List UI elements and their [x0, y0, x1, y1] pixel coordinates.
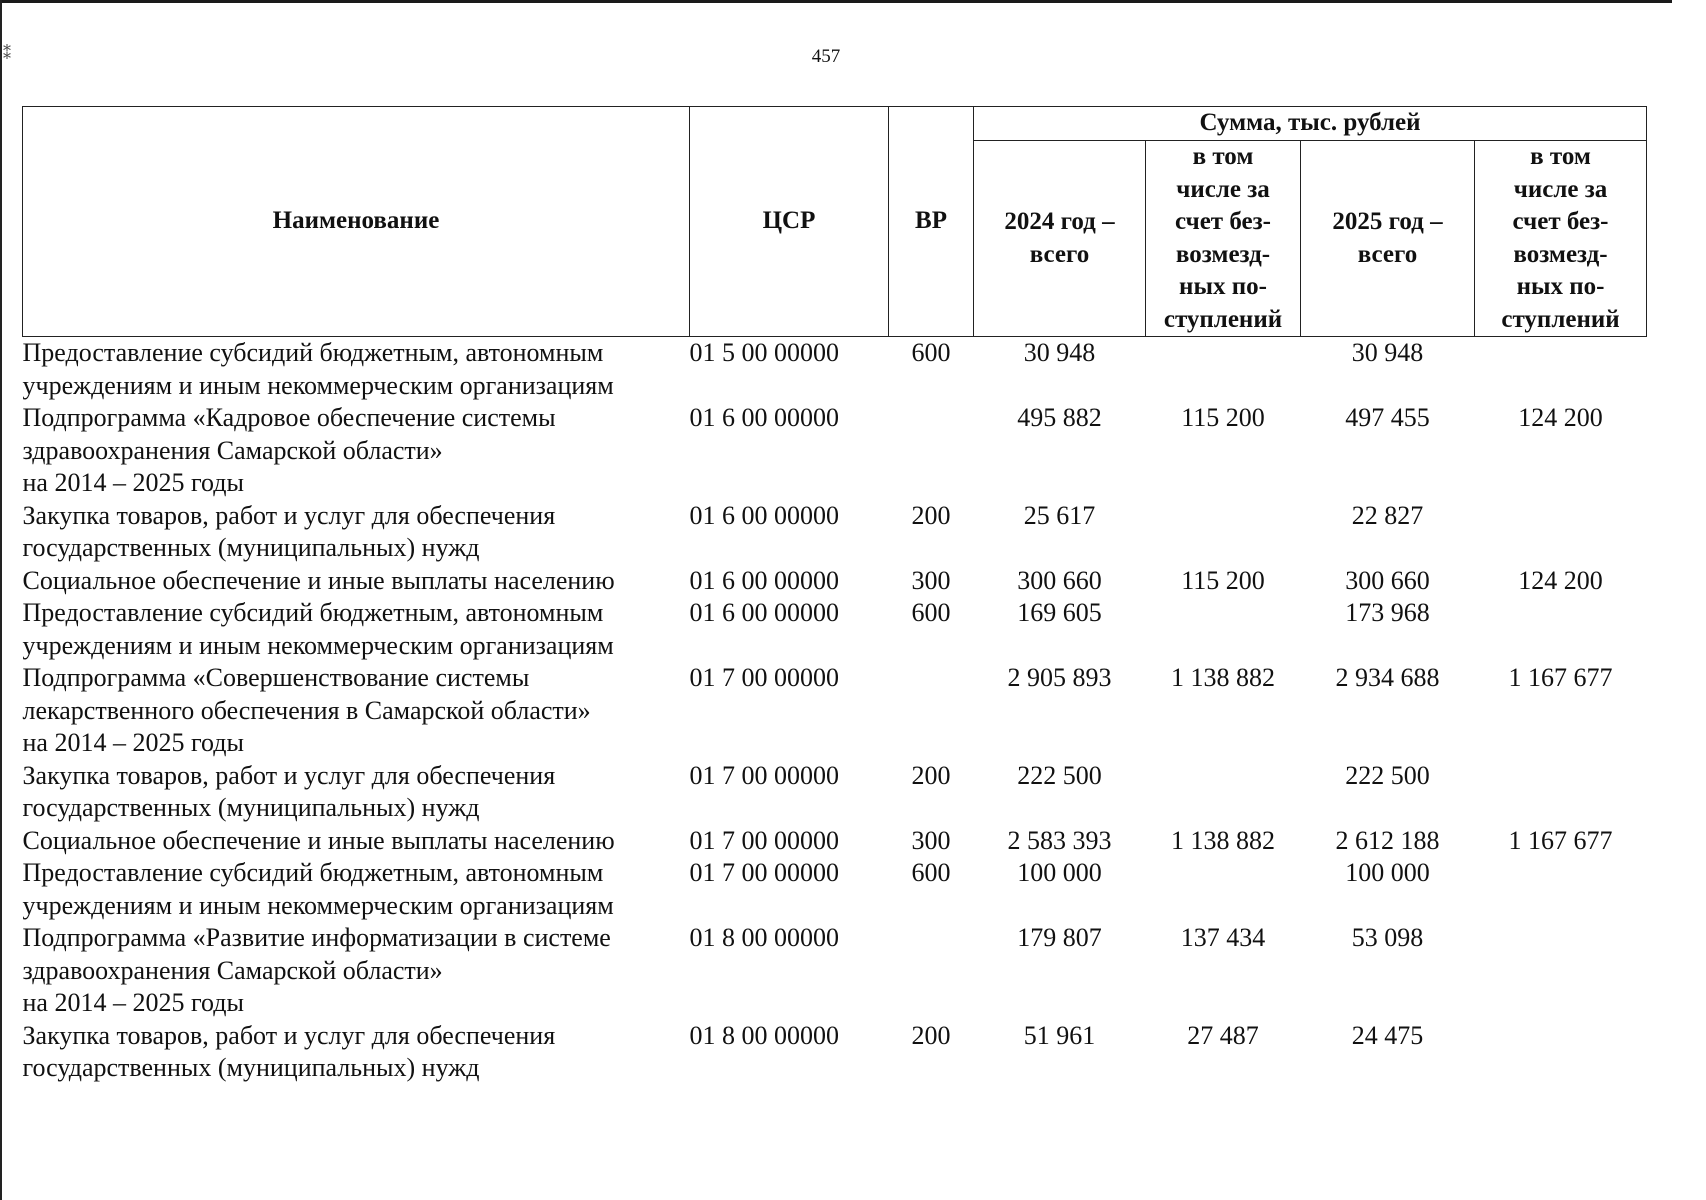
- row-name-line: Закупка товаров, работ и услуг для обеспечения: [22, 1020, 556, 1050]
- row-2024-gratis: [1146, 500, 1301, 565]
- table-row: [23, 565, 1647, 598]
- row-name-line: Подпрограмма «Развитие информатизации в системе: [22, 923, 611, 952]
- table-header: [23, 107, 1647, 337]
- row-vr: 300: [911, 825, 951, 855]
- row-name: [23, 857, 690, 922]
- row-name-line: Подпрограмма «Совершенствование системы: [22, 663, 530, 692]
- row-vr: [889, 402, 974, 500]
- row-csr: 01 5 00 00000: [689, 338, 839, 367]
- row-csr: 01 8 00 00000: [689, 1020, 839, 1050]
- row-vr: [889, 922, 974, 1020]
- row-name: [23, 760, 690, 825]
- header-2025-total: 2025 год – всего: [1301, 141, 1475, 337]
- header-csr: ЦСР: [690, 107, 889, 337]
- row-csr: 01 7 00 00000: [689, 858, 839, 887]
- row-name-line: Предоставление субсидий бюджетным, автономным: [22, 598, 604, 627]
- row-vr: 200: [911, 760, 951, 790]
- row-2025-total: 22 827: [1351, 500, 1424, 530]
- header-name: Наименование: [23, 107, 690, 337]
- row-2025-gratis: [1475, 857, 1647, 922]
- row-name: [23, 500, 690, 565]
- row-name-line: на 2014 – 2025 годы: [22, 728, 244, 757]
- row-name-line: лекарственного обеспечения в Самарской области»: [22, 695, 591, 725]
- row-2024-gratis: 137 434: [1180, 923, 1266, 952]
- row-2024-gratis: 1 138 882: [1171, 663, 1275, 692]
- row-name: [23, 597, 690, 662]
- row-2024-gratis: [1146, 857, 1301, 922]
- row-vr: 600: [911, 338, 951, 367]
- row-2024-total: 300 660: [1017, 565, 1102, 595]
- row-2025-total: 497 455: [1345, 403, 1430, 432]
- budget-table: [22, 106, 1647, 1085]
- row-2025-gratis: 124 200: [1518, 403, 1603, 432]
- row-2025-total: 30 948: [1351, 338, 1424, 367]
- page-number: 457: [811, 46, 841, 67]
- row-name: [23, 1020, 690, 1085]
- table-row: [23, 337, 1647, 403]
- row-name-line: Социальное обеспечение и иные выплаты населению: [22, 565, 615, 595]
- row-name: [23, 825, 690, 858]
- row-csr: 01 6 00 00000: [689, 598, 839, 627]
- row-2024-total: 169 605: [1017, 598, 1102, 627]
- row-2025-gratis: [1475, 597, 1647, 662]
- row-2025-total: 24 475: [1351, 1020, 1424, 1050]
- scan-artifact-mark: ⁑: [3, 46, 11, 63]
- row-vr: 200: [911, 1020, 951, 1050]
- row-2024-gratis: [1146, 597, 1301, 662]
- row-name: [23, 565, 690, 598]
- row-2025-total: 53 098: [1351, 923, 1424, 952]
- row-2024-total: 495 882: [1017, 403, 1102, 432]
- header-2024-total: 2024 год – всего: [974, 141, 1146, 337]
- row-2025-gratis: 124 200: [1518, 565, 1603, 595]
- row-name-line: Предоставление субсидий бюджетным, автономным: [22, 338, 604, 367]
- row-vr: 300: [911, 565, 951, 595]
- table-row: [23, 922, 1647, 1020]
- row-2025-gratis: [1475, 1020, 1647, 1085]
- row-2024-total: 51 961: [1023, 1020, 1096, 1050]
- row-2024-total: 179 807: [1017, 923, 1102, 952]
- row-2024-gratis: 1 138 882: [1171, 825, 1275, 855]
- row-2024-gratis: [1146, 337, 1301, 403]
- row-2024-total: 222 500: [1017, 760, 1102, 790]
- row-vr: 200: [911, 500, 951, 530]
- table-row: [23, 1020, 1647, 1085]
- row-name-line: государственных (муниципальных) нужд: [22, 533, 480, 562]
- row-name-line: Предоставление субсидий бюджетным, автономным: [22, 858, 604, 887]
- row-name: [23, 662, 690, 760]
- table-body: [23, 337, 1647, 1085]
- row-2025-total: 222 500: [1345, 760, 1430, 790]
- top-border-line: [0, 0, 1672, 3]
- row-name-line: государственных (муниципальных) нужд: [22, 1053, 480, 1082]
- row-2025-gratis: [1475, 760, 1647, 825]
- row-name-line: Закупка товаров, работ и услуг для обеспечения: [22, 760, 556, 790]
- row-name-line: учреждениям и иным некоммерческим организациям: [22, 370, 614, 400]
- row-vr: [889, 662, 974, 760]
- row-2025-total: 300 660: [1345, 565, 1430, 595]
- row-2024-total: 2 905 893: [1007, 663, 1112, 692]
- row-name-line: Социальное обеспечение и иные выплаты населению: [22, 825, 615, 855]
- row-2024-gratis: 115 200: [1181, 565, 1265, 595]
- row-name-line: на 2014 – 2025 годы: [22, 468, 244, 497]
- row-csr: 01 6 00 00000: [689, 403, 839, 432]
- header-sum: Сумма, тыс. рублей: [974, 107, 1647, 141]
- row-name-line: здравоохранения Самарской области»: [22, 435, 443, 465]
- row-name: [23, 337, 690, 403]
- row-2024-gratis: 27 487: [1187, 1020, 1259, 1050]
- row-2025-gratis: 1 167 677: [1508, 663, 1613, 692]
- row-csr: 01 7 00 00000: [689, 663, 839, 692]
- row-2025-gratis: [1475, 922, 1647, 1020]
- header-vr: ВР: [889, 107, 974, 337]
- row-2025-total: 2 612 188: [1335, 825, 1440, 855]
- row-csr: 01 7 00 00000: [689, 825, 839, 855]
- row-name-line: учреждениям и иным некоммерческим организациям: [22, 890, 614, 920]
- row-2024-total: 100 000: [1017, 858, 1102, 887]
- row-2025-gratis: 1 167 677: [1508, 825, 1613, 855]
- table-row: [23, 402, 1647, 500]
- header-2025-gratis: в том числе за счет без- возмезд- ных по- ступлений: [1475, 141, 1647, 337]
- table-row: [23, 760, 1647, 825]
- left-border-line: [0, 0, 2, 1200]
- row-name: [23, 922, 690, 1020]
- row-vr: 600: [911, 598, 951, 627]
- row-vr: 600: [911, 858, 951, 887]
- row-name-line: государственных (муниципальных) нужд: [22, 793, 480, 822]
- row-csr: 01 6 00 00000: [689, 565, 839, 595]
- row-name-line: на 2014 – 2025 годы: [22, 988, 244, 1017]
- row-2025-gratis: [1475, 337, 1647, 403]
- row-2025-total: 2 934 688: [1335, 663, 1440, 692]
- row-2025-gratis: [1475, 500, 1647, 565]
- table-row: [23, 597, 1647, 662]
- row-2024-gratis: 115 200: [1181, 403, 1265, 432]
- row-2024-total: 30 948: [1023, 338, 1096, 367]
- row-name-line: учреждениям и иным некоммерческим организациям: [22, 630, 614, 660]
- table-row: [23, 825, 1647, 858]
- table-row: [23, 662, 1647, 760]
- row-2024-gratis: [1146, 760, 1301, 825]
- row-2024-total: 25 617: [1023, 500, 1096, 530]
- table-row: [23, 500, 1647, 565]
- table-row: [23, 857, 1647, 922]
- row-csr: 01 8 00 00000: [689, 923, 839, 952]
- row-name-line: Подпрограмма «Кадровое обеспечение системы: [22, 403, 556, 432]
- row-name: [23, 402, 690, 500]
- row-csr: 01 6 00 00000: [689, 500, 839, 530]
- row-2025-total: 100 000: [1345, 858, 1430, 887]
- row-name-line: здравоохранения Самарской области»: [22, 955, 443, 985]
- header-2024-gratis: в том числе за счет без- возмезд- ных по- ступлений: [1146, 141, 1301, 337]
- row-csr: 01 7 00 00000: [689, 760, 839, 790]
- row-2025-total: 173 968: [1345, 598, 1430, 627]
- row-2024-total: 2 583 393: [1007, 825, 1112, 855]
- row-name-line: Закупка товаров, работ и услуг для обеспечения: [22, 500, 556, 530]
